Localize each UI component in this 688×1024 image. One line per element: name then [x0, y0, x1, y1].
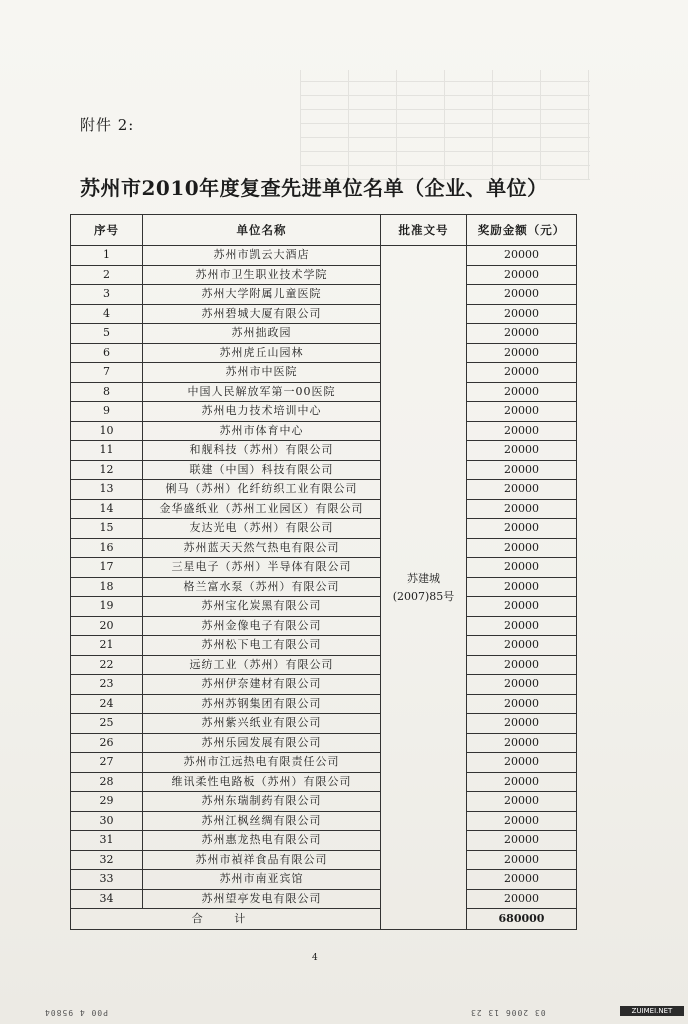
table-row: [71, 402, 577, 422]
award-amount: 20000: [467, 792, 577, 812]
award-amount: 20000: [467, 519, 577, 539]
award-amount: 20000: [467, 577, 577, 597]
award-amount: 20000: [467, 714, 577, 734]
column-header-amount: 奖励金额（元）: [467, 215, 577, 246]
award-amount: 20000: [467, 870, 577, 890]
unit-name: 苏州苏钢集团有限公司: [143, 694, 381, 714]
fax-header-right: 03 2006 13 23: [470, 1008, 546, 1017]
site-watermark: ZUIMEI.NET: [620, 1006, 684, 1016]
unit-name: 苏州惠龙热电有限公司: [143, 831, 381, 851]
row-number: 29: [71, 792, 143, 812]
unit-name: 苏州市禎祥食品有限公司: [143, 850, 381, 870]
table-row: [71, 558, 577, 578]
award-amount: 20000: [467, 636, 577, 656]
row-number: 28: [71, 772, 143, 792]
unit-name: 苏州紫兴纸业有限公司: [143, 714, 381, 734]
award-amount: 20000: [467, 246, 577, 266]
unit-name: 苏州电力技术培训中心: [143, 402, 381, 422]
table-row: [71, 831, 577, 851]
row-number: 11: [71, 441, 143, 461]
unit-name: 苏州大学附属儿童医院: [143, 285, 381, 305]
award-amount: 20000: [467, 421, 577, 441]
unit-name: 苏州乐园发展有限公司: [143, 733, 381, 753]
unit-name: 金华盛纸业（苏州工业园区）有限公司: [143, 499, 381, 519]
total-amount: 680000: [467, 909, 577, 930]
unit-name: 苏州宝化炭黑有限公司: [143, 597, 381, 617]
unit-name: 苏州市江远热电有限责任公司: [143, 753, 381, 773]
row-number: 25: [71, 714, 143, 734]
fax-header-left: P00 4 95804: [44, 1008, 108, 1017]
award-amount: 20000: [467, 324, 577, 344]
table-header-row: [71, 215, 577, 246]
document-title: 苏州市2010年度复查先进单位名单（企业、单位）: [80, 176, 548, 200]
row-number: 34: [71, 889, 143, 909]
table-row: [71, 850, 577, 870]
award-amount: 20000: [467, 597, 577, 617]
award-amount: 20000: [467, 558, 577, 578]
row-number: 10: [71, 421, 143, 441]
table-row: [71, 577, 577, 597]
award-amount: 20000: [467, 382, 577, 402]
table-row: [71, 733, 577, 753]
award-amount: 20000: [467, 343, 577, 363]
unit-name: 和舰科技（苏州）有限公司: [143, 441, 381, 461]
table-row: [71, 285, 577, 305]
award-amount: 20000: [467, 655, 577, 675]
table-row: [71, 538, 577, 558]
table-row: [71, 460, 577, 480]
table-row: [71, 811, 577, 831]
award-amount: 20000: [467, 460, 577, 480]
table-row: [71, 519, 577, 539]
row-number: 17: [71, 558, 143, 578]
table-row: [71, 772, 577, 792]
unit-name: 苏州市体育中心: [143, 421, 381, 441]
unit-name: 苏州市中医院: [143, 363, 381, 383]
table-row: [71, 324, 577, 344]
units-table: [70, 214, 577, 930]
unit-name: 苏州金像电子有限公司: [143, 616, 381, 636]
table-row: [71, 441, 577, 461]
unit-name: 苏州望亭发电有限公司: [143, 889, 381, 909]
row-number: 12: [71, 460, 143, 480]
unit-name: 中国人民解放军第一00医院: [143, 382, 381, 402]
table-row: [71, 714, 577, 734]
show-through-table: [300, 70, 590, 180]
row-number: 19: [71, 597, 143, 617]
unit-name: 苏州市凯云大酒店: [143, 246, 381, 266]
table-row: [71, 675, 577, 695]
table-row: [71, 363, 577, 383]
table-row: [71, 246, 577, 266]
unit-name: 苏州伊奈建材有限公司: [143, 675, 381, 695]
approval-document-number: [381, 246, 467, 930]
row-number: 21: [71, 636, 143, 656]
award-amount: 20000: [467, 772, 577, 792]
approval-line-1: 苏建城: [407, 571, 440, 585]
unit-name: 俐马（苏州）化纤纺织工业有限公司: [143, 480, 381, 500]
award-amount: 20000: [467, 304, 577, 324]
row-number: 16: [71, 538, 143, 558]
award-amount: 20000: [467, 538, 577, 558]
table-row: [71, 694, 577, 714]
award-amount: 20000: [467, 363, 577, 383]
row-number: 8: [71, 382, 143, 402]
row-number: 4: [71, 304, 143, 324]
table-row: [71, 655, 577, 675]
table-row: [71, 597, 577, 617]
table-row: [71, 343, 577, 363]
award-amount: 20000: [467, 402, 577, 422]
table-row: [71, 616, 577, 636]
table-row: [71, 265, 577, 285]
row-number: 7: [71, 363, 143, 383]
award-amount: 20000: [467, 616, 577, 636]
unit-name: 远纺工业（苏州）有限公司: [143, 655, 381, 675]
unit-name: 三星电子（苏州）半导体有限公司: [143, 558, 381, 578]
unit-name: 苏州江枫丝绸有限公司: [143, 811, 381, 831]
table-row: [71, 792, 577, 812]
row-number: 33: [71, 870, 143, 890]
table-row: [71, 636, 577, 656]
row-number: 24: [71, 694, 143, 714]
unit-name: 苏州拙政园: [143, 324, 381, 344]
award-amount: 20000: [467, 694, 577, 714]
unit-name: 苏州碧城大厦有限公司: [143, 304, 381, 324]
column-header-number: 序号: [71, 215, 143, 246]
unit-name: 苏州松下电工有限公司: [143, 636, 381, 656]
unit-name: 苏州虎丘山园林: [143, 343, 381, 363]
table-row: [71, 499, 577, 519]
row-number: 6: [71, 343, 143, 363]
award-amount: 20000: [467, 733, 577, 753]
unit-name: 联建（中国）科技有限公司: [143, 460, 381, 480]
row-number: 30: [71, 811, 143, 831]
row-number: 18: [71, 577, 143, 597]
row-number: 26: [71, 733, 143, 753]
row-number: 20: [71, 616, 143, 636]
award-amount: 20000: [467, 753, 577, 773]
award-amount: 20000: [467, 285, 577, 305]
award-amount: 20000: [467, 831, 577, 851]
unit-name: 维讯柔性电路板（苏州）有限公司: [143, 772, 381, 792]
row-number: 2: [71, 265, 143, 285]
unit-name: 格兰富水泵（苏州）有限公司: [143, 577, 381, 597]
column-header-unit-name: 单位名称: [143, 215, 381, 246]
row-number: 9: [71, 402, 143, 422]
row-number: 31: [71, 831, 143, 851]
row-number: 32: [71, 850, 143, 870]
row-number: 27: [71, 753, 143, 773]
column-header-approval: 批准文号: [381, 215, 467, 246]
table-row: [71, 382, 577, 402]
unit-name: 苏州东瑞制药有限公司: [143, 792, 381, 812]
table-row: [71, 304, 577, 324]
table-row: [71, 421, 577, 441]
table-row: [71, 889, 577, 909]
award-amount: 20000: [467, 265, 577, 285]
award-amount: 20000: [467, 889, 577, 909]
row-number: 1: [71, 246, 143, 266]
award-amount: 20000: [467, 499, 577, 519]
page-number: 4: [312, 953, 318, 963]
award-amount: 20000: [467, 850, 577, 870]
unit-name: 苏州市南亚宾馆: [143, 870, 381, 890]
row-number: 5: [71, 324, 143, 344]
row-number: 14: [71, 499, 143, 519]
award-amount: 20000: [467, 480, 577, 500]
award-amount: 20000: [467, 441, 577, 461]
unit-name: 苏州蓝天天然气热电有限公司: [143, 538, 381, 558]
approval-line-2: (2007)85号: [392, 589, 455, 603]
row-number: 3: [71, 285, 143, 305]
total-label: 合 计: [71, 909, 381, 930]
total-row: [71, 909, 577, 930]
row-number: 22: [71, 655, 143, 675]
table-row: [71, 870, 577, 890]
table-row: [71, 480, 577, 500]
row-number: 13: [71, 480, 143, 500]
table-body: [71, 246, 577, 930]
unit-name: 友达光电（苏州）有限公司: [143, 519, 381, 539]
unit-name: 苏州市卫生职业技术学院: [143, 265, 381, 285]
award-amount: 20000: [467, 811, 577, 831]
table-row: [71, 753, 577, 773]
attachment-label: 附件 2:: [80, 116, 135, 134]
row-number: 15: [71, 519, 143, 539]
row-number: 23: [71, 675, 143, 695]
award-amount: 20000: [467, 675, 577, 695]
